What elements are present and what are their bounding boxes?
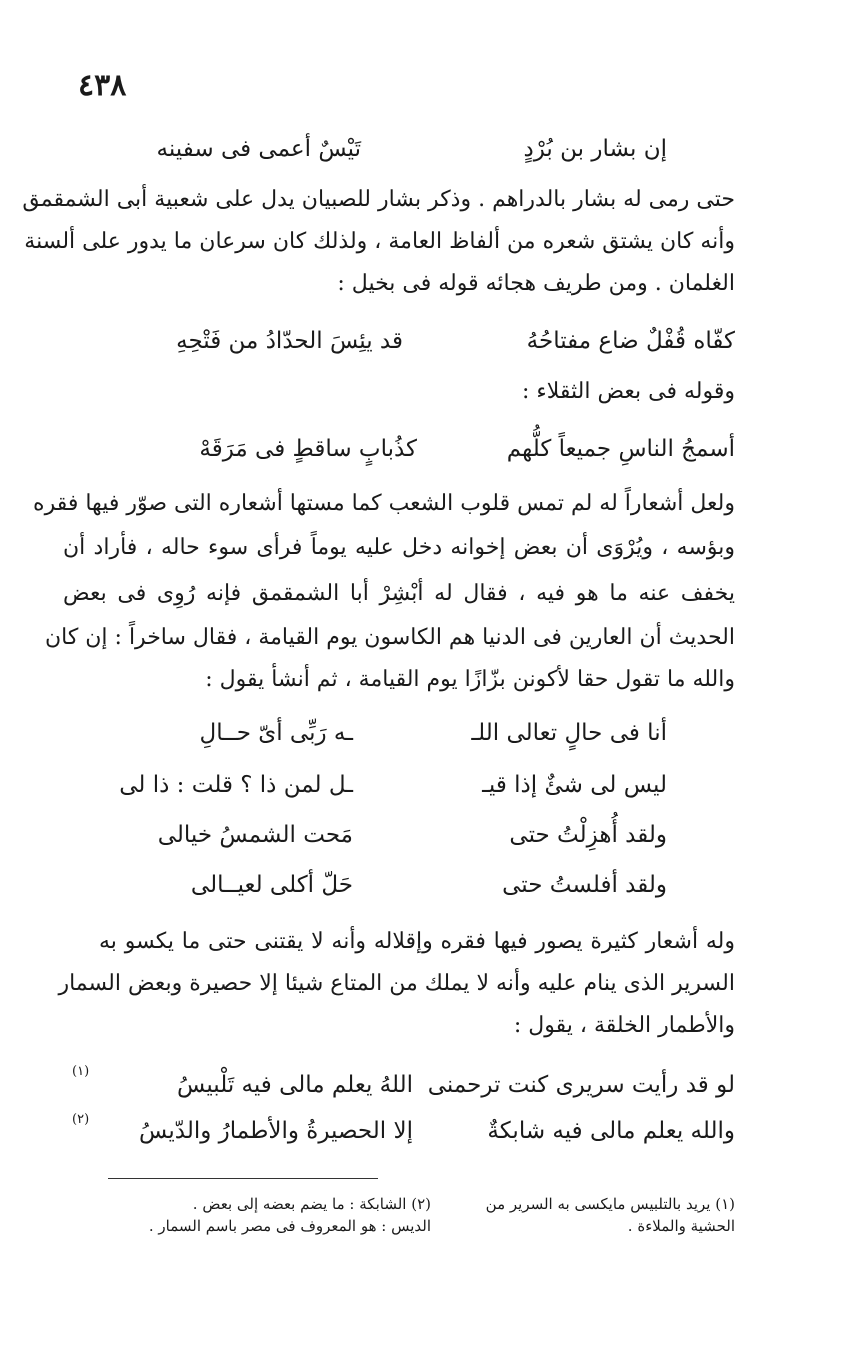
footnote-marker-1: (١): [72, 1064, 90, 1079]
paragraph-line: وأنه كان يشتق شعره من ألفاظ العامة ، ولذلك كان سرعان ما يدور على ألسنة: [24, 229, 735, 254]
verse-4-3-first: ولقد أُهزِلْتُ حتى: [509, 822, 667, 848]
footnote-2-line-2: الديس : هو المعروف فى مصر باسم السمار .: [148, 1217, 431, 1235]
paragraph-line: والأطمار الخلقة ، يقول :: [513, 1013, 735, 1038]
paragraph-line: وقوله فى بعض الثقلاء :: [522, 379, 735, 404]
verse-5-1-second: اللهُ يعلم مالى فيه تَلْبيسُ: [177, 1072, 413, 1098]
paragraph-line: الحديث أن العارين فى الدنيا هم الكاسون يوم القيامة ، فقال ساخراً : إن كان: [44, 625, 735, 650]
paragraph-line: ولعل أشعاراً له لم تمس قلوب الشعب كما مستها أشعاره التى صوّر فيها فقره: [33, 491, 735, 516]
verse-4-2-first: ليس لى شئٌ إذا قيـ: [482, 772, 667, 798]
verse-5-1-first: لو قد رأيت سريرى كنت ترحمنى: [427, 1072, 735, 1098]
paragraph-line: وبؤسه ، ويُرْوَى أن بعض إخوانه دخل عليه يوماً فرأى سوء حاله ، فأراد أن: [63, 535, 735, 560]
verse-3-first-hemistich: أسمجُ الناسِ جميعاً كلُّهم: [506, 436, 735, 462]
verse-4-3-second: مَحت الشمسُ خيالى: [157, 822, 353, 848]
paragraph-line: والله ما تقول حقا لأكونن بزّازًا يوم القيامة ، ثم أنشأ يقول :: [205, 667, 735, 692]
verse-2-second-hemistich: قد يئِسَ الحدّادُ من فَتْحِهِ: [176, 328, 403, 354]
paragraph-line: السرير الذى ينام عليه وأنه لا يملك من المتاع شيئا إلا حصيرة وبعض السمار: [58, 971, 735, 996]
verse-4-1-second: ـه رَبِّى أىّ حــالِ: [199, 720, 353, 746]
footnote-marker-2: (٢): [72, 1112, 90, 1127]
paragraph-line: الغلمان . ومن طريف هجائه قوله فى بخيل :: [337, 271, 735, 296]
verse-1-second-hemistich: تَيْسٌ أعمى فى سفينه: [156, 136, 361, 162]
footnote-1-line-2: الحشية والملاءة .: [627, 1217, 735, 1235]
verse-5-2-first: والله يعلم مالى فيه شابكةٌ: [487, 1118, 735, 1144]
verse-1-first-hemistich: إن بشار بن بُرْدٍ: [523, 136, 667, 162]
verse-3-second-hemistich: كذُبابٍ ساقطٍ فى مَرَقَهْ: [199, 436, 417, 462]
footnote-1-line-1: (١) يريد بالتلبيس مايكسى به السرير من: [485, 1195, 735, 1213]
paragraph-line: وله أشعار كثيرة يصور فيها فقره وإقلاله وأنه لا يقتنى حتى ما يكسو به: [99, 929, 735, 954]
footnote-2-line-1: (٢) الشابكة : ما يضم بعضه إلى بعض .: [192, 1195, 431, 1213]
verse-4-4-first: ولقد أفلستُ حتى: [502, 872, 667, 898]
verse-2-first-hemistich: كفّاه قُفْلٌ ضاع مفتاحُهُ: [526, 328, 735, 354]
verse-4-1-first: أنا فى حالٍ تعالى اللـ: [471, 720, 667, 746]
paragraph-line: يخفف عنه ما هو فيه ، فقال له أبْشِرْ أبا الشمقمق فإنه رُوِى فى بعض: [63, 581, 735, 606]
footnote-rule: [108, 1178, 378, 1179]
paragraph-line: حتى رمى له بشار بالدراهم . وذكر بشار للصبيان يدل على شعبية أبى الشمقمق: [22, 187, 735, 212]
verse-5-2-second: إلا الحصيرةُ والأطمارُ والدّيسُ: [139, 1118, 413, 1144]
verse-4-2-second: ـل لمن ذا ؟ قلت : ذا لى: [119, 772, 353, 798]
page-number: ٤٣٨: [78, 68, 127, 103]
verse-4-4-second: حَلّ أكلى لعيــالى: [190, 872, 353, 898]
